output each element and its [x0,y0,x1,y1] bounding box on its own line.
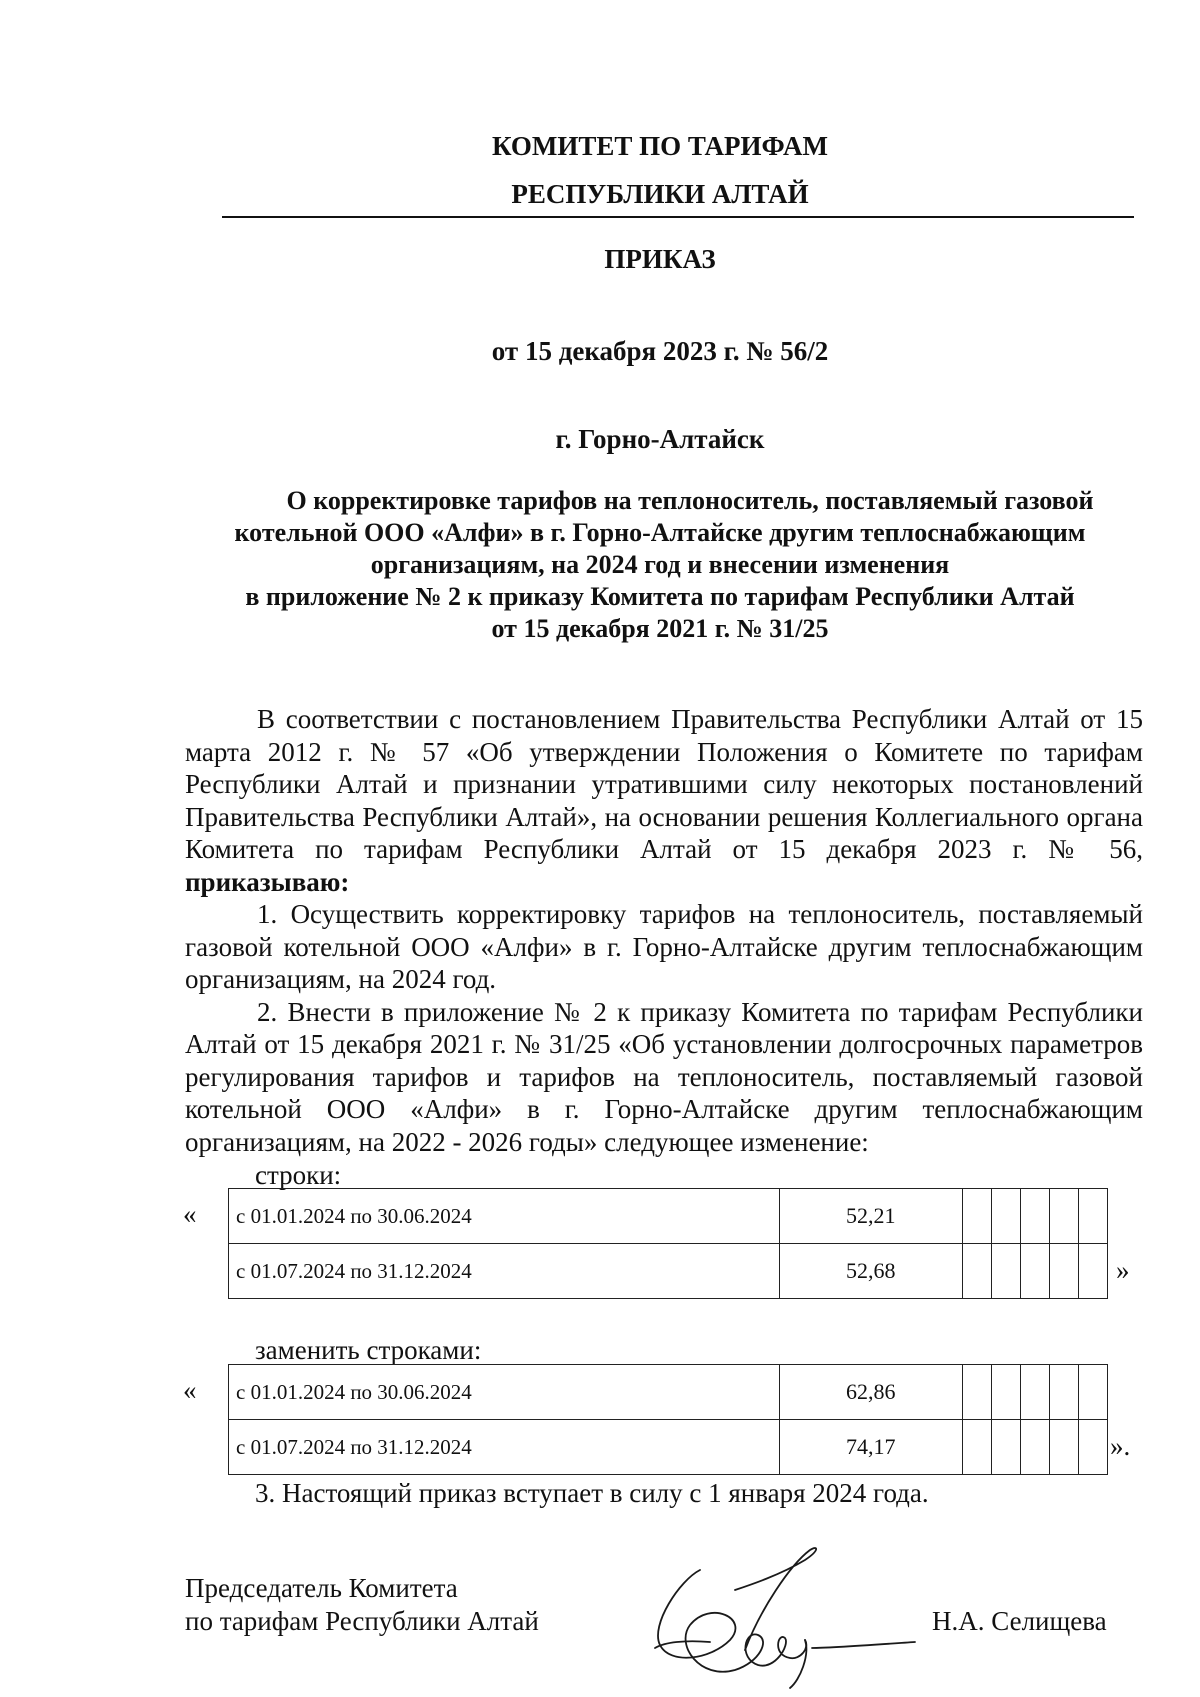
empty-cell [1049,1365,1078,1420]
old-rows-table [228,1188,1108,1299]
close-quote-1: » [1116,1255,1130,1285]
title-line-3: организациям, на 2024 год и внесении изменения [370,550,950,579]
position-line-2: по тарифам Республики Алтай [185,1606,539,1636]
document-place: г. Горно-Алтайск [555,424,765,454]
period-cell: с 01.01.2024 по 30.06.2024 [229,1189,780,1244]
empty-cell [991,1189,1020,1244]
open-quote-1: « [183,1199,197,1229]
empty-cell [1049,1189,1078,1244]
period-cell: с 01.01.2024 по 30.06.2024 [229,1365,780,1420]
value-cell: 52,21 [779,1189,962,1244]
title-line-5: от 15 декабря 2021 г. № 31/25 [491,614,829,643]
empty-cell [962,1420,991,1475]
rows-label: строки: [255,1160,342,1190]
empty-cell [1020,1189,1049,1244]
body-text [185,703,1143,1158]
period-cell: с 01.07.2024 по 31.12.2024 [229,1244,780,1299]
header-rule [222,216,1134,218]
replace-label: заменить строками: [255,1335,482,1365]
value-cell: 74,17 [779,1420,962,1475]
title-line-1: О корректировке тарифов на теплоноситель, поставляемый газовой [286,486,1094,515]
handwritten-signature [640,1530,920,1690]
order-verb: приказываю: [185,866,350,897]
empty-cell [1020,1244,1049,1299]
empty-cell [1078,1189,1107,1244]
empty-cell [991,1244,1020,1299]
empty-cell [962,1365,991,1420]
item-1: 1. Осуществить корректировку тарифов на теплоноситель, поставляемый газовой котельной ООО «Алфи» в г. Горно-Алтайске другим теплоснабжающим организациям, на 2024 год. [185,899,1143,994]
empty-cell [1049,1420,1078,1475]
empty-cell [991,1365,1020,1420]
item-3: 3. Настоящий приказ вступает в силу с 1 января 2024 года. [255,1478,929,1508]
document-date-number: от 15 декабря 2023 г. № 56/2 [491,336,829,366]
value-cell: 62,86 [779,1365,962,1420]
table-row [229,1365,1108,1420]
empty-cell [1078,1244,1107,1299]
table-row [229,1420,1108,1475]
document-title [185,485,1135,645]
committee-name-line2: РЕСПУБЛИКИ АЛТАЙ [511,179,809,209]
preamble-text: В соответствии с постановлением Правительства Республики Алтай от 15 марта 2012 г. № 57 «Об утверждении Положения о Комитете по тарифам Республики Алтай и признании утратившими силу некоторых постановлений Правительства Республики Алтай», на основании решения Коллегиального органа Комитета по тарифам Республики Алтай от 15 декабря 2023 г. № 56, [185,704,1143,864]
preamble-paragraph [185,703,1143,898]
empty-cell [962,1244,991,1299]
committee-name-line1: КОМИТЕТ ПО ТАРИФАМ [491,131,829,161]
period-cell: с 01.07.2024 по 31.12.2024 [229,1420,780,1475]
document-type: ПРИКАЗ [604,244,716,274]
empty-cell [1020,1420,1049,1475]
empty-cell [1078,1420,1107,1475]
empty-cell [1078,1365,1107,1420]
table-row [229,1244,1108,1299]
empty-cell [1049,1244,1078,1299]
open-quote-2: « [183,1375,197,1405]
signatory-position [185,1572,539,1638]
value-cell: 52,68 [779,1244,962,1299]
close-quote-2: ». [1110,1431,1131,1461]
item-2: 2. Внести в приложение № 2 к приказу Комитета по тарифам Республики Алтай от 15 декабря 2021 г. № 31/25 «Об установлении долгосрочных параметров регулирования тарифов и тарифов на теплоноситель, поставляемый газовой котельной ООО «Алфи» в г. Горно-Алтайске другим теплоснабжающим организациям, на 2022 - 2026 годы» следующее изменение: [185,996,1143,1157]
new-rows-table [228,1364,1108,1475]
title-line-4: в приложение № 2 к приказу Комитета по тарифам Республики Алтай [245,582,1075,611]
table-row [229,1189,1108,1244]
empty-cell [991,1420,1020,1475]
empty-cell [962,1189,991,1244]
title-line-2: котельной ООО «Алфи» в г. Горно-Алтайске другим теплоснабжающим [234,518,1086,547]
position-line-1: Председатель Комитета [185,1573,458,1603]
signatory-name: Н.А. Селищева [932,1606,1107,1636]
empty-cell [1020,1365,1049,1420]
